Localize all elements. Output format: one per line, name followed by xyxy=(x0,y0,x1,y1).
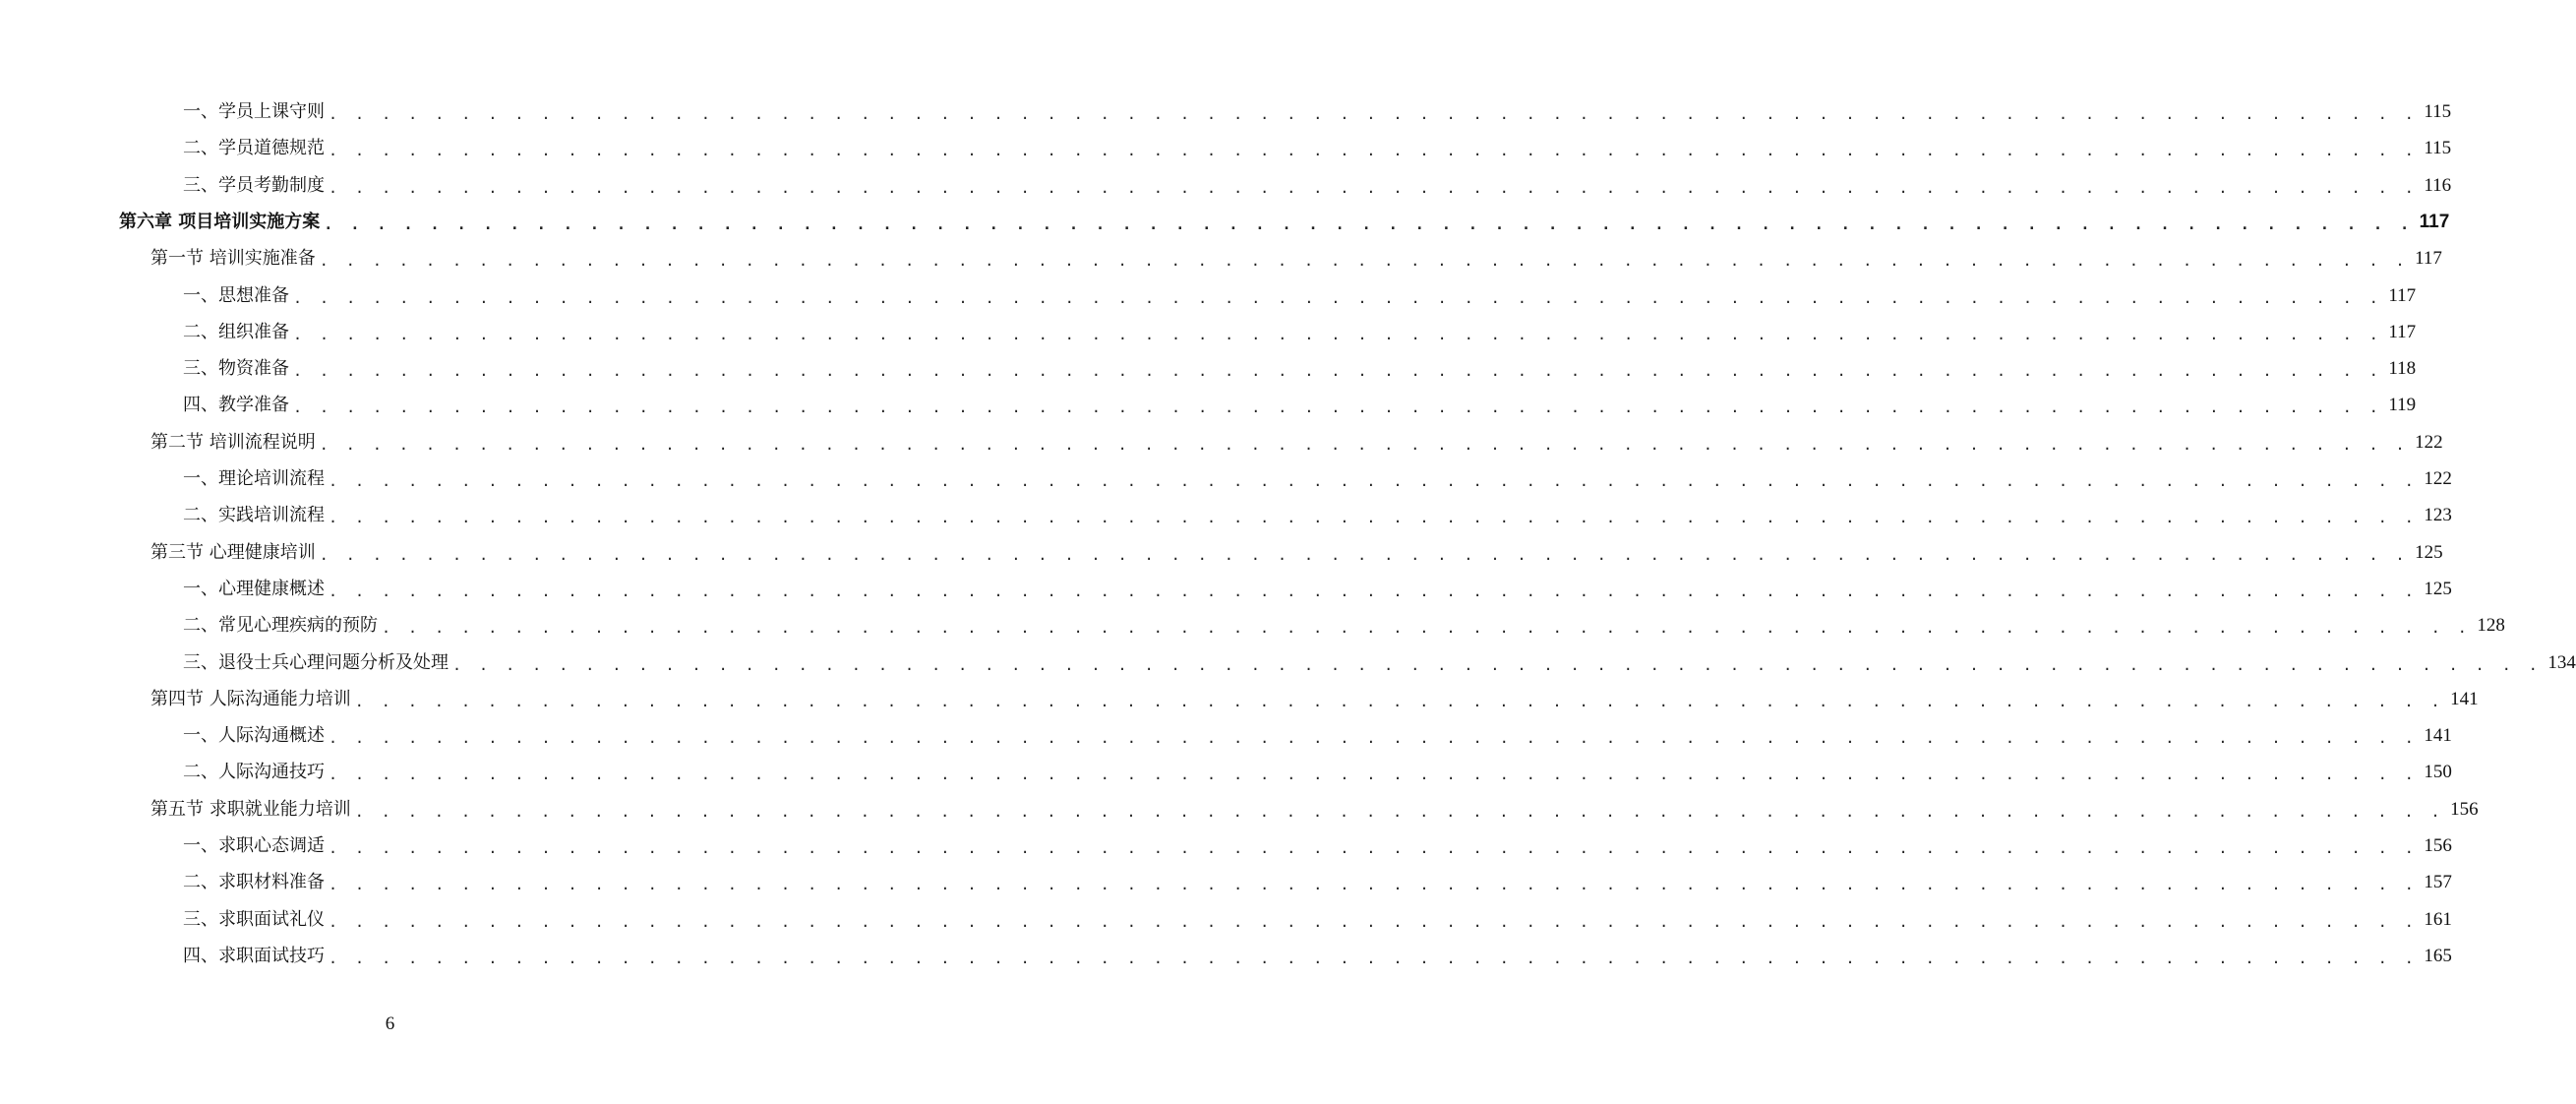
toc-entry-section[interactable] xyxy=(150,686,2479,713)
toc-entry-item[interactable] xyxy=(183,282,2417,310)
toc-entry-title: 一、人际沟通概述 xyxy=(183,725,325,747)
dot-leader: . . . . . . . . . . . . . . . . . . . . . . . . . . . . . . . . . . . . . . . . . . . . . . . . . . . . . . . . . . . . . . . . . . . . . . . . . . . . . . . xyxy=(329,729,2419,748)
toc-entry-title: 三、求职面试礼仪 xyxy=(183,908,325,930)
dot-leader: . . . . . . . . . . . . . . . . . . . . . . . . . . . . . . . . . . . . . . . . . . . . . . . . . . . . . . . . . . . . . . . . . . . . . . . . . . . . . . . xyxy=(329,949,2419,967)
toc-entry-item[interactable] xyxy=(183,832,2452,860)
toc-entry-page-number: 117 xyxy=(2419,211,2450,232)
toc-entry-title: 二、人际沟通技巧 xyxy=(183,762,325,783)
dot-leader: . . . . . . . . . . . . . . . . . . . . . . . . . . . . . . . . . . . . . . . . . . . . . . . . . . . . . . . . . . . . . . . . . . . . . . . . . . . . . . . xyxy=(293,399,2383,417)
toc-entry-page-number: 122 xyxy=(2424,468,2452,489)
toc-entry-title: 第二节 培训流程说明 xyxy=(150,431,316,453)
toc-entry-page-number: 117 xyxy=(2388,321,2417,342)
toc-entry-item[interactable] xyxy=(183,906,2452,934)
toc-entry-item[interactable] xyxy=(183,465,2452,493)
dot-leader: . . . . . . . . . . . . . . . . . . . . . . . . . . . . . . . . . . . . . . . . . . . . . . . . . . . . . . . . . . . . . . . . . . . . . . . . . . . . . . . xyxy=(293,325,2383,343)
dot-leader: . . . . . . . . . . . . . . . . . . . . . . . . . . . . . . . . . . . . . . . . . . . . . . . . . . . . . . . . . . . . . . . . . . . . . . . . . . . . . . . xyxy=(329,472,2419,490)
toc-entry-title: 第三节 心理健康培训 xyxy=(150,541,316,563)
toc-entry-page-number: 141 xyxy=(2424,725,2452,747)
toc-entry-page-number: 119 xyxy=(2388,395,2417,416)
toc-entry-title: 第六章 项目培训实施方案 xyxy=(119,211,321,232)
toc-entry-item[interactable] xyxy=(183,319,2417,346)
dot-leader: . . . . . . . . . . . . . . . . . . . . . . . . . . . . . . . . . . . . . . . . . . . . . . . . . . . . . . . . . . . . . . . . . . . . . . . . . . . . . . . xyxy=(452,655,2543,674)
toc-entry-title: 三、退役士兵心理问题分析及处理 xyxy=(183,651,449,673)
toc-entry-title: 四、求职面试技巧 xyxy=(183,945,325,966)
toc-entry-page-number: 116 xyxy=(2424,174,2452,196)
toc-entry-title: 第五节 求职就业能力培训 xyxy=(150,798,351,820)
toc-entry-page-number: 165 xyxy=(2424,945,2452,966)
toc-entry-page-number: 150 xyxy=(2424,762,2452,783)
toc-entry-page-number: 141 xyxy=(2450,688,2479,709)
toc-entry-page-number: 117 xyxy=(2388,284,2417,306)
toc-entry-item[interactable] xyxy=(183,172,2452,200)
toc-entry-section[interactable] xyxy=(150,245,2442,273)
toc-entry-page-number: 115 xyxy=(2424,138,2452,159)
toc-entry-chapter[interactable] xyxy=(119,209,2450,236)
toc-entry-item[interactable] xyxy=(183,869,2452,896)
toc-entry-page-number: 115 xyxy=(2424,101,2452,122)
toc-entry-section[interactable] xyxy=(150,796,2479,824)
dot-leader: . . . . . . . . . . . . . . . . . . . . . . . . . . . . . . . . . . . . . . . . . . . . . . . . . . . . . . . . . . . . . . . . . . . . . . . . . . . . . . . xyxy=(329,766,2419,784)
toc-entry-title: 二、组织准备 xyxy=(183,321,289,342)
toc-entry-title: 一、思想准备 xyxy=(183,284,289,306)
toc-entry-title: 二、求职材料准备 xyxy=(183,872,325,893)
toc-entry-title: 一、理论培训流程 xyxy=(183,468,325,489)
toc-entry-item[interactable] xyxy=(183,355,2417,383)
toc-entry-page-number: 157 xyxy=(2424,872,2452,893)
toc-entry-page-number: 156 xyxy=(2424,835,2452,856)
toc-entry-title: 三、学员考勤制度 xyxy=(183,174,325,196)
toc-entry-title: 二、实践培训流程 xyxy=(183,505,325,526)
dot-leader: . . . . . . . . . . . . . . . . . . . . . . . . . . . . . . . . . . . . . . . . . . . . . . . . . . . . . . . . . . . . . . . . . . . . . . . . . . . . . . . xyxy=(329,582,2419,600)
dot-leader: . . . . . . . . . . . . . . . . . . . . . . . . . . . . . . . . . . . . . . . . . . . . . . . . . . . . . . . . . . . . . . . . . . . . . . . . . . . . . . . xyxy=(382,619,2472,638)
dot-leader: . . . . . . . . . . . . . . . . . . . . . . . . . . . . . . . . . . . . . . . . . . . . . . . . . . . . . . . . . . . . . . . . . . . . . . . . . . . . . . . xyxy=(329,178,2419,197)
toc-entry-title: 第一节 培训实施准备 xyxy=(150,248,316,270)
toc-entry-item[interactable] xyxy=(183,135,2452,162)
dot-leader: . . . . . . . . . . . . . . . . . . . . . . . . . . . . . . . . . . . . . . . . . . . . . . . . . . . . . . . . . . . . . . . . . . . . . . . . . . . . . . . xyxy=(329,912,2419,931)
toc-entry-title: 一、心理健康概述 xyxy=(183,578,325,599)
dot-leader: . . . . . . . . . . . . . . . . . . . . . . . . . . . . . . . . . . . . . . . . . . . . . . . . . . . . . . . . . . . . . . . . . . . . . . . . . . . . . . . xyxy=(329,839,2419,857)
toc-entry-title: 三、物资准备 xyxy=(183,358,289,380)
dot-leader: . . . . . . . . . . . . . . . . . . . . . . . . . . . . . . . . . . . . . . . . . . . . . . . . . . . . . . . . . . . . . . . . . . . . . . . . . . . . . . . xyxy=(324,215,2414,233)
dot-leader: . . . . . . . . . . . . . . . . . . . . . . . . . . . . . . . . . . . . . . . . . . . . . . . . . . . . . . . . . . . . . . . . . . . . . . . . . . . . . . . xyxy=(319,252,2410,271)
toc-entry-title: 一、求职心态调适 xyxy=(183,835,325,856)
dot-leader: . . . . . . . . . . . . . . . . . . . . . . . . . . . . . . . . . . . . . . . . . . . . . . . . . . . . . . . . . . . . . . . . . . . . . . . . . . . . . . . xyxy=(329,105,2419,123)
toc-entry-page-number: 125 xyxy=(2424,578,2452,599)
toc-entry-page-number: 134 xyxy=(2547,651,2576,673)
toc-entry-title: 一、学员上课守则 xyxy=(183,101,325,122)
toc-entry-item[interactable] xyxy=(183,612,2505,640)
toc-entry-page-number: 156 xyxy=(2450,798,2479,820)
toc-entry-section[interactable] xyxy=(150,429,2443,457)
toc-entry-title: 第四节 人际沟通能力培训 xyxy=(150,688,351,709)
toc-entry-page-number: 125 xyxy=(2415,541,2443,563)
toc-entry-page-number: 117 xyxy=(2415,248,2442,270)
dot-leader: . . . . . . . . . . . . . . . . . . . . . . . . . . . . . . . . . . . . . . . . . . . . . . . . . . . . . . . . . . . . . . . . . . . . . . . . . . . . . . . xyxy=(319,435,2410,454)
dot-leader: . . . . . . . . . . . . . . . . . . . . . . . . . . . . . . . . . . . . . . . . . . . . . . . . . . . . . . . . . . . . . . . . . . . . . . . . . . . . . . . xyxy=(329,142,2419,160)
toc-entry-item[interactable] xyxy=(183,759,2452,786)
toc-entry-item[interactable] xyxy=(183,722,2452,750)
toc-entry-item[interactable] xyxy=(183,502,2452,529)
dot-leader: . . . . . . . . . . . . . . . . . . . . . . . . . . . . . . . . . . . . . . . . . . . . . . . . . . . . . . . . . . . . . . . . . . . . . . . . . . . . . . . xyxy=(329,876,2419,894)
dot-leader: . . . . . . . . . . . . . . . . . . . . . . . . . . . . . . . . . . . . . . . . . . . . . . . . . . . . . . . . . . . . . . . . . . . . . . . . . . . . . . . xyxy=(329,509,2419,527)
dot-leader: . . . . . . . . . . . . . . . . . . . . . . . . . . . . . . . . . . . . . . . . . . . . . . . . . . . . . . . . . . . . . . . . . . . . . . . . . . . . . . . xyxy=(293,288,2383,307)
toc-entry-title: 二、学员道德规范 xyxy=(183,138,325,159)
dot-leader: . . . . . . . . . . . . . . . . . . . . . . . . . . . . . . . . . . . . . . . . . . . . . . . . . . . . . . . . . . . . . . . . . . . . . . . . . . . . . . . xyxy=(354,802,2445,821)
dot-leader: . . . . . . . . . . . . . . . . . . . . . . . . . . . . . . . . . . . . . . . . . . . . . . . . . . . . . . . . . . . . . . . . . . . . . . . . . . . . . . . xyxy=(354,692,2445,710)
toc-entry-item[interactable] xyxy=(183,392,2417,419)
toc-entry-page-number: 122 xyxy=(2415,431,2443,453)
page-number: 6 xyxy=(385,1013,395,1034)
toc-entry-page-number: 161 xyxy=(2424,908,2452,930)
toc-entry-page-number: 118 xyxy=(2388,358,2417,380)
dot-leader: . . . . . . . . . . . . . . . . . . . . . . . . . . . . . . . . . . . . . . . . . . . . . . . . . . . . . . . . . . . . . . . . . . . . . . . . . . . . . . . xyxy=(293,362,2383,381)
toc-entry-item[interactable] xyxy=(183,649,2576,677)
toc-entry-page-number: 128 xyxy=(2477,615,2505,637)
toc-entry-section[interactable] xyxy=(150,539,2443,567)
dot-leader: . . . . . . . . . . . . . . . . . . . . . . . . . . . . . . . . . . . . . . . . . . . . . . . . . . . . . . . . . . . . . . . . . . . . . . . . . . . . . . . xyxy=(319,545,2410,564)
toc-entry-item[interactable] xyxy=(183,576,2452,603)
toc-entry-title: 二、常见心理疾病的预防 xyxy=(183,615,378,637)
toc-entry-title: 四、教学准备 xyxy=(183,395,289,416)
toc-entry-item[interactable] xyxy=(183,98,2452,126)
toc-entry-page-number: 123 xyxy=(2424,505,2452,526)
toc-entry-item[interactable] xyxy=(183,943,2452,970)
